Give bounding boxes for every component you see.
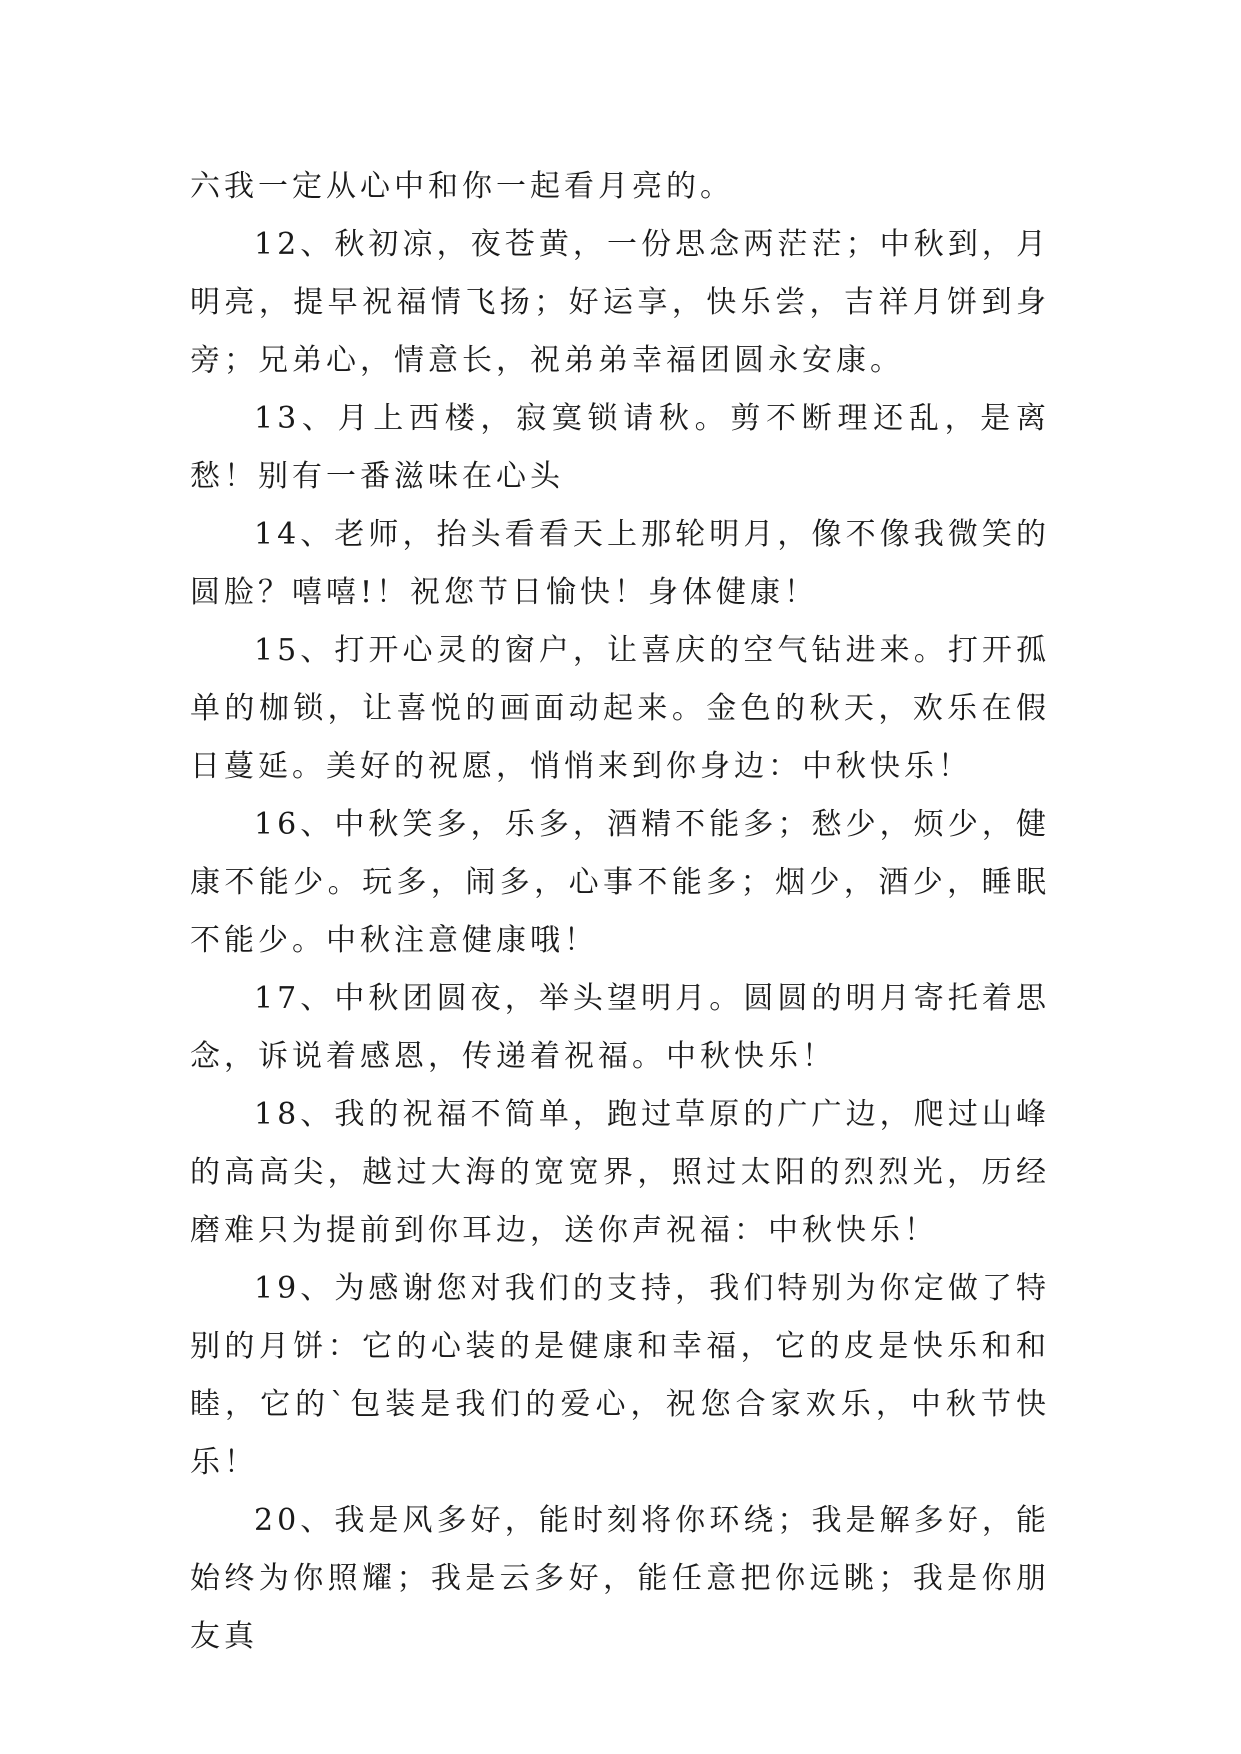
paragraph-15: 15、打开心灵的窗户，让喜庆的空气钻进来。打开孤单的枷锁，让喜悦的画面动起来。金色的秋天，欢乐在假日蔓延。美好的祝愿，悄悄来到你身边：中秋快乐！ [190,633,1050,784]
paragraph-17: 17、中秋团圆夜，举头望明月。圆圆的明月寄托着思念，诉说着感恩，传递着祝福。中秋快乐！ [190,981,1050,1074]
paragraph-14: 14、老师，抬头看看天上那轮明月，像不像我微笑的圆脸？嘻嘻!！祝您节日愉快！身体健康！ [190,517,1050,610]
document-page [190,158,1050,1666]
paragraph-19: 19、为感谢您对我们的支持，我们特别为你定做了特别的月饼：它的心装的是健康和幸福，它的皮是快乐和和睦，它的`包装是我们的爱心，祝您合家欢乐，中秋节快乐！ [190,1271,1050,1480]
paragraph-16: 16、中秋笑多，乐多，酒精不能多；愁少，烦少，健康不能少。玩多，闹多，心事不能多；烟少，酒少，睡眠不能少。中秋注意健康哦！ [190,807,1050,958]
paragraph-12: 12、秋初凉，夜苍黄，一份思念两茫茫；中秋到，月明亮，提早祝福情飞扬；好运享，快乐尝，吉祥月饼到身旁；兄弟心，情意长，祝弟弟幸福团圆永安康。 [190,227,1050,378]
paragraph-13: 13、月上西楼，寂寞锁请秋。剪不断理还乱，是离愁！别有一番滋味在心头 [190,401,1050,494]
paragraph-continuation: 六我一定从心中和你一起看月亮的。 [190,169,734,204]
paragraph-20: 20、我是风多好，能时刻将你环绕；我是解多好，能始终为你照耀；我是云多好，能任意把你远眺；我是你朋友真 [190,1503,1050,1654]
paragraph-18: 18、我的祝福不简单，跑过草原的广广边，爬过山峰的高高尖，越过大海的宽宽界，照过太阳的烈烈光，历经磨难只为提前到你耳边，送你声祝福：中秋快乐！ [190,1097,1050,1248]
